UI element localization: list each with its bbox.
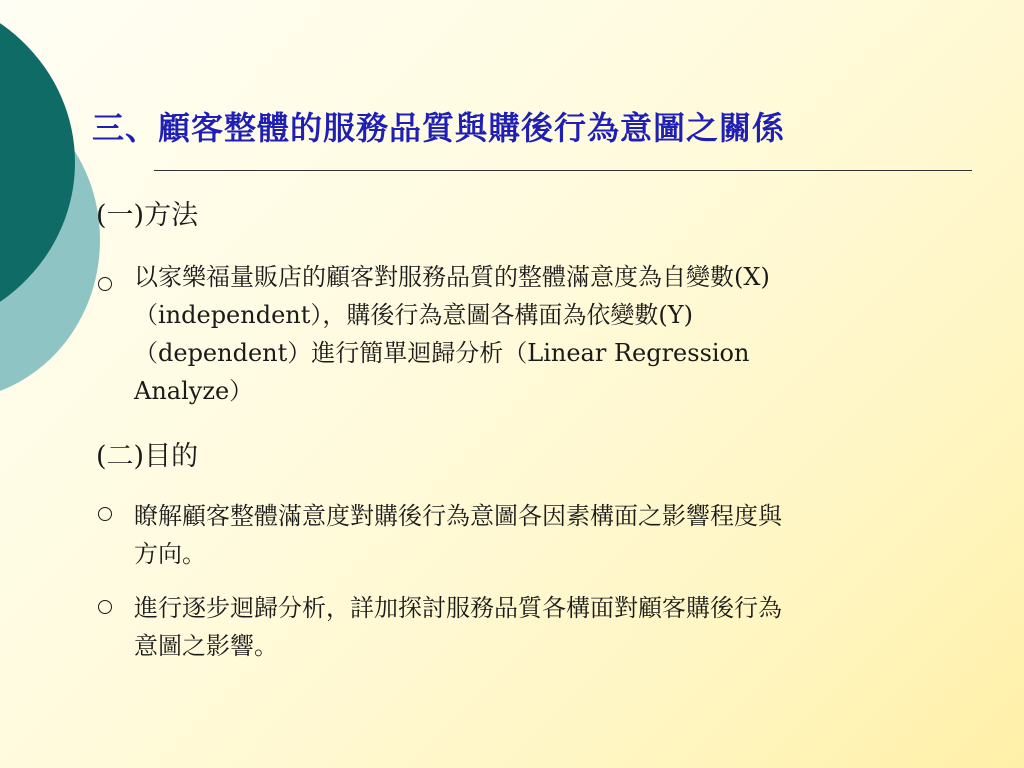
purpose-paragraph-1 xyxy=(134,497,984,573)
bullet-icon xyxy=(98,600,112,614)
paragraph-line: （dependent）進行簡單迴歸分析（Linear Regression xyxy=(134,339,750,367)
paragraph-line: 方向。 xyxy=(134,540,206,568)
paragraph-line: Analyze） xyxy=(134,377,254,405)
paragraph-line: 意圖之影響。 xyxy=(134,632,278,660)
slide-title: 三、顧客整體的服務品質與購後行為意圖之關係 xyxy=(92,109,786,147)
paragraph-line: 瞭解顧客整體滿意度對購後行為意圖各因素構面之影響程度與 xyxy=(134,502,782,530)
bullet-icon xyxy=(98,507,112,521)
paragraph-line: （independent），購後行為意圖各構面為依變數(Y) xyxy=(134,301,693,329)
section-heading-purpose: (二)目的 xyxy=(96,441,199,472)
purpose-paragraph-2 xyxy=(134,589,984,665)
paragraph-line: 進行逐步迴歸分析，詳加探討服務品質各構面對顧客購後行為 xyxy=(134,594,782,622)
title-divider xyxy=(154,170,972,171)
paragraph-line: 以家樂福量販店的顧客對服務品質的整體滿意度為自變數(X) xyxy=(134,263,770,291)
method-paragraph xyxy=(134,258,984,410)
section-heading-method: (一)方法 xyxy=(96,200,199,231)
bullet-icon xyxy=(98,277,112,291)
